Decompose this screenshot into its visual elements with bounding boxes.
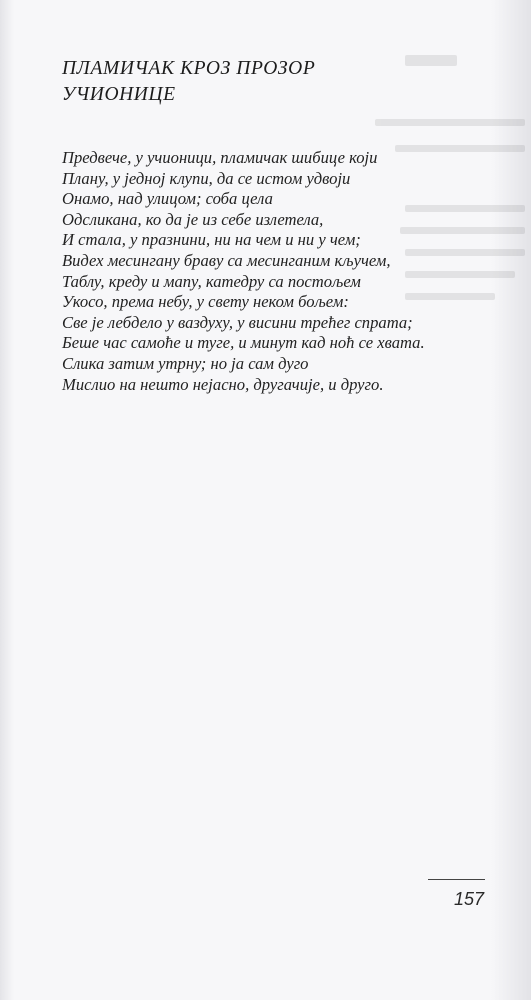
poem-line: Мислио на нешто нејасно, другачије, и друго. xyxy=(62,374,384,394)
poem-line: Одсликана, ко да је из себе излетела, xyxy=(62,209,324,229)
page-number-rule xyxy=(428,879,485,880)
page-number: 157 xyxy=(453,889,484,909)
poem-line: Видех месингану браву са месинганим кључем, xyxy=(62,250,391,270)
poem-line: Беше час самоће и туге, и минут кад ноћ се хвата. xyxy=(62,333,425,353)
poem-title xyxy=(62,56,315,108)
poem-title-line: ПЛАМИЧАК КРОЗ ПРОЗОР xyxy=(62,58,316,79)
poem-title-line: УЧИОНИЦЕ xyxy=(62,84,176,105)
poem-line: Плану, у једној клупи, да се истом удвоји xyxy=(62,168,351,188)
poem-body xyxy=(62,148,502,395)
poem-line: Онамо, над улицом; соба цела xyxy=(62,189,273,209)
poem-line: Све је лебдело у ваздуху, у висини трећег спрата; xyxy=(62,312,413,332)
poem-line: Укосо, према небу, у свету неком бољем: xyxy=(62,292,349,312)
page-gutter-shadow xyxy=(0,0,14,1000)
poem-line: Предвече, у учионици, пламичак шибице који xyxy=(62,148,378,167)
poem-line: И стала, у празнини, ни на чем и ни у чем; xyxy=(62,230,361,250)
poem-line: Таблу, креду и мапу, катедру са постољем xyxy=(62,271,361,291)
poem-line: Слика затим утрну; но ја сам дуго xyxy=(62,353,309,373)
